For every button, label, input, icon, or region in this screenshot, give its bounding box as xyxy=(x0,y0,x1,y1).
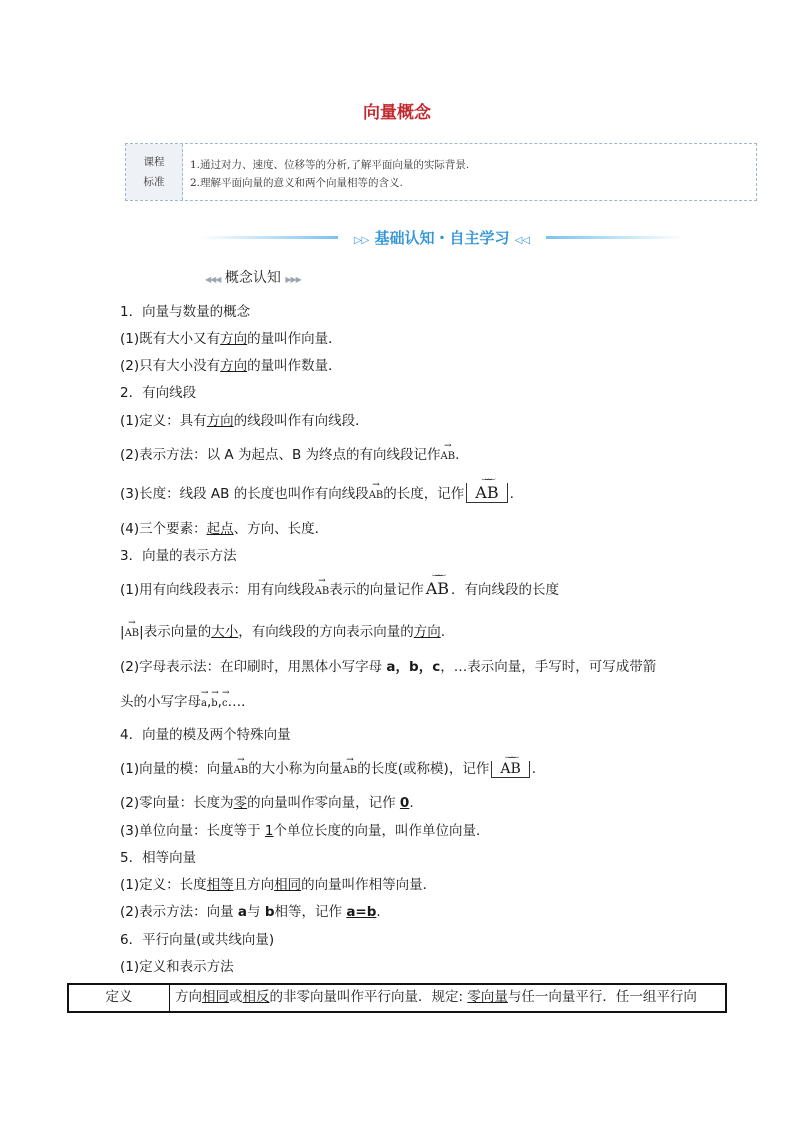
course-standards-label: 课程 标准 xyxy=(126,144,183,200)
banner-rule-left xyxy=(200,236,338,239)
line-s2-3: (3)长度：线段 AB 的长度也叫作有向线段→ AB的长度，记作‿‿‿ AB . xyxy=(120,482,514,503)
double-arrow-left-icon: ◁◁ xyxy=(514,235,531,246)
vector-ab: → AB xyxy=(369,490,384,501)
line-s4-3: (3)单位向量：长度等于 1个单位长度的向量，叫作单位向量． xyxy=(120,823,490,839)
line-s3-1-cont: |→ AB|表示向量的大小，有向线段的方向表示向量的方向. xyxy=(120,620,445,640)
line-s4-1: (1)向量的模：向量→ AB的大小称为向量→ AB的长度(或称模)，记作‿‿‿ AB . xyxy=(120,757,536,778)
definition-table-head: 定义 xyxy=(69,985,170,1011)
line-s4-2: (2)零向量：长度为零的向量叫作零向量，记作 0. xyxy=(120,795,414,811)
double-arrow-right-icon: ▷▷ xyxy=(353,235,370,246)
heading-s2: 2．有向线段 xyxy=(120,385,197,401)
standard-item: 2.理解平面向量的意义和两个向量相等的含义. xyxy=(190,177,403,189)
vector-b: → b xyxy=(211,698,217,709)
line-s6-1: (1)定义和表示方法 xyxy=(120,959,234,975)
line-s1-2: (2)只有大小没有方向的量叫作数量． xyxy=(120,358,342,374)
line-s3-2: (2)字母表示法：在印刷时，用黑体小写字母 a，b，c，…表示向量，手写时，可写成带箭 xyxy=(120,659,657,675)
line-s2-4: (4)三个要素：起点、方向、长度． xyxy=(120,521,329,537)
line-s3-2-cont: 头的小写字母→ a,→ b,→ c…． xyxy=(120,690,255,710)
heading-s3: 3．向量的表示方法 xyxy=(120,548,237,564)
vector-ab-notation: ‿‿‿ AB xyxy=(424,579,451,598)
section-banner: ▷▷ 基础认知・自主学习 ◁◁ xyxy=(353,229,531,247)
triple-arrow-right-icon: ▶▶▶ xyxy=(285,275,301,284)
vector-ab: → AB xyxy=(125,628,140,639)
vector-ab: → AB xyxy=(343,765,358,776)
line-s3-1: (1)用有向线段表示：用有向线段→ AB表示的向量记作‿‿‿ AB ．有向线段的长度 xyxy=(120,578,559,598)
vector-a: → a xyxy=(201,698,207,709)
definition-table-body: 方向相同或相反的非零向量叫作平行向量．规定: 零向量与任一向量平行．任一组平行向 xyxy=(175,989,697,1005)
course-standards-box xyxy=(125,143,757,201)
abs-ab-notation: ‿‿‿ AB xyxy=(466,483,507,503)
triple-arrow-left-icon: ◀◀◀ xyxy=(205,275,221,284)
heading-s5: 5．相等向量 xyxy=(120,850,197,866)
subheading: ◀◀◀ 概念认知 ▶▶▶ xyxy=(205,270,301,286)
definition-table xyxy=(67,983,727,1013)
line-s1-1: (1)既有大小又有方向的量叫作向量． xyxy=(120,331,342,347)
line-s5-1: (1)定义：长度相等且方向相同的向量叫作相等向量． xyxy=(120,877,437,893)
vector-ab: → AB xyxy=(315,586,330,597)
line-s5-2: (2)表示方法：向量 a与 b相等，记作 a=b. xyxy=(120,904,381,920)
page-title: 向量概念 xyxy=(363,103,431,123)
line-s2-2: (2)表示方法：以 A 为起点、B 为终点的有向线段记作→ AB. xyxy=(120,443,459,463)
vector-ab: → AB xyxy=(234,765,249,776)
banner-rule-right xyxy=(546,236,684,239)
standard-item: 1.通过对力、速度、位移等的分析,了解平面向量的实际背景. xyxy=(190,159,470,171)
heading-s1: 1．向量与数量的概念 xyxy=(120,304,251,320)
course-standards-items xyxy=(190,156,469,192)
vector-ab: → AB xyxy=(441,451,456,462)
heading-s4: 4．向量的模及两个特殊向量 xyxy=(120,727,291,743)
line-s2-1: (1)定义：具有方向的线段叫作有向线段． xyxy=(120,413,369,429)
heading-s6: 6．平行向量(或共线向量) xyxy=(120,932,275,948)
abs-ab-notation: ‿‿‿ AB xyxy=(491,761,529,778)
vector-c: → c xyxy=(222,698,228,709)
